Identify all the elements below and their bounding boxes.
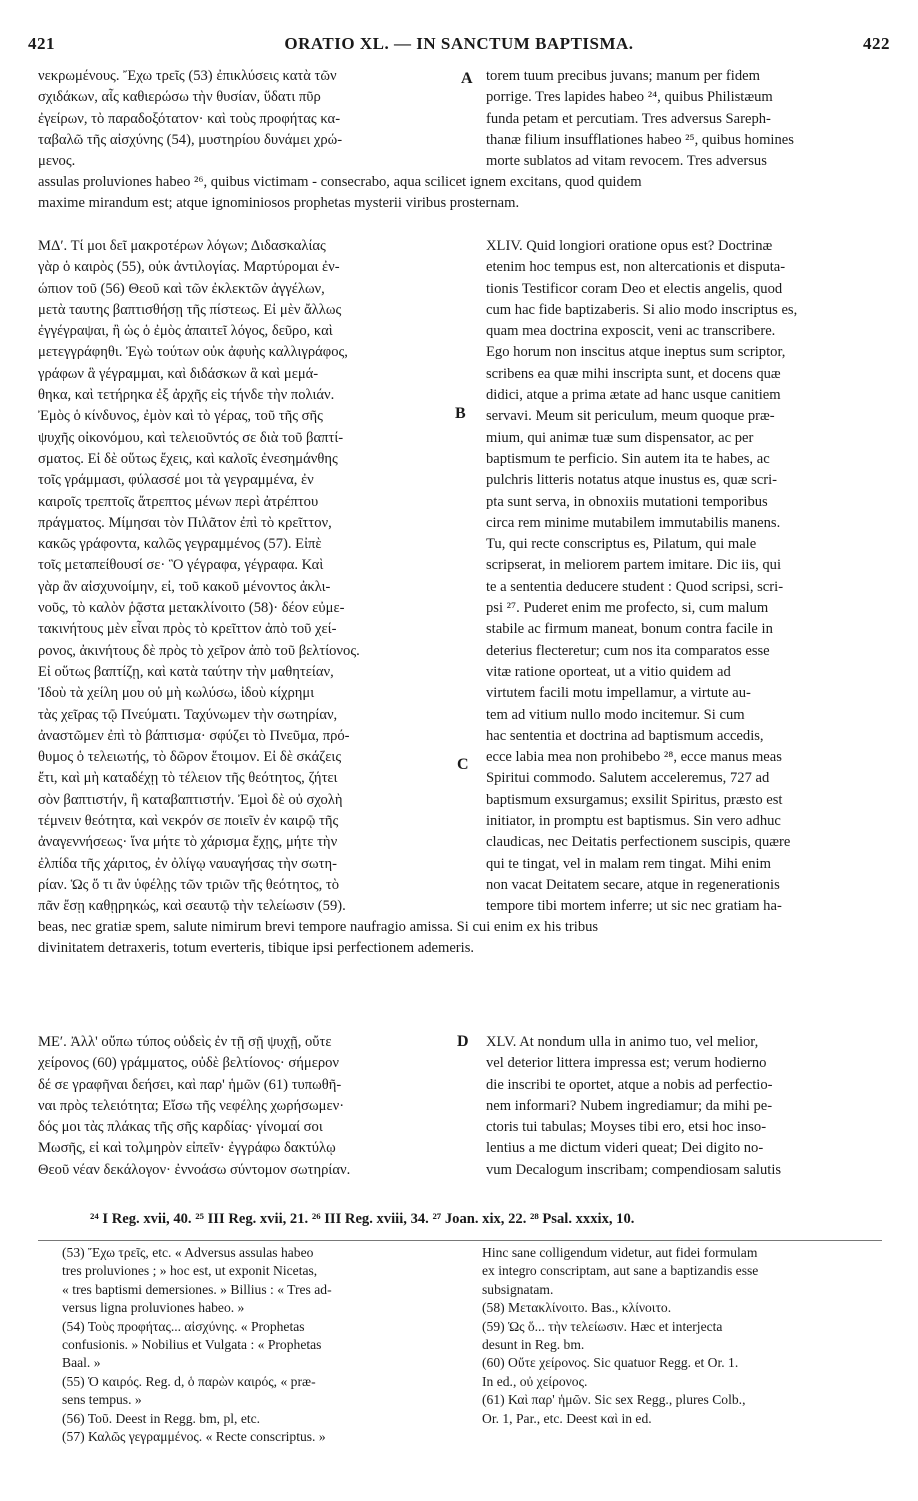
running-header [28,34,890,60]
text-line: μενος. [38,153,76,170]
margin-marker-b: B [455,405,466,422]
page-number-left: 421 [28,34,55,53]
text-line: μετὰ ταυτης βαπτισθήσῃ τῆς πίστεως. Εἰ μὲν ἄλλως [38,301,342,318]
text-line: maxime mirandum est; atque ignominiosos prophetas mysterii viribus prosternam. [38,195,520,212]
text-line: Hinc sane colligendum videtur, aut fidei formulam [482,1245,758,1260]
text-line: die inscribi te oportet, atque a nobis ad perfectio- [486,1076,773,1093]
text-line: ΜΔʹ. Τί μοι δεῖ μακροτέρων λόγων; Διδασκαλίας [38,238,326,254]
text-line: lentius a me dictum videri queat; Dei digito no- [486,1140,764,1157]
text-line: Μωσῆς, εἰ καὶ τολμηρὸν εἰπεῖν· ἐγγράφω δακτύλῳ [38,1140,336,1157]
text-line: (58) Μετακλίνοιτο. Bas., κλίνοιτο. [482,1300,672,1316]
text-line: confusionis. » Nobilius et Vulgata : « Prophetas [62,1337,322,1353]
text-line: morte sublatos ad vitam revocem. Tres adversus [486,153,767,170]
latin-column-bottom [486,1032,882,1181]
text-line: circa rem minime mutabilem immutabilis manens. [486,514,781,531]
text-line: (59) Ὡς ὅ... τὴν τελείωσιν. Hæc et interjecta [482,1318,723,1334]
text-line: initiator, in promptu est baptismus. Sin vero adhuc [486,813,781,830]
text-line: tres proluviones ; » hoc est, ut exponit Nicetas, [62,1263,318,1279]
text-line: ἀναστῶμεν ἐπὶ τὸ βάπτισμα· σφύζει τὸ Πνεῦμα, πρό- [38,727,350,744]
text-line: qui te tingat, vel in malam rem tingat. Mihi enim [486,855,771,872]
text-line: καιροῖς τρεπτοῖς ἄτρεπτος μένων περὶ ἀτρέπτου [38,493,319,510]
text-line: ΜΕʹ. Ἀλλ' οὔπω τύπος οὐδεὶς ἐν τῇ σῇ ψυχῇ, οὔτε [38,1034,332,1050]
text-line: ρονος, ἀκινήτους δὲ πρὸς τὸ χεῖρον ἀπὸ τοῦ βελτίονος. [38,642,360,659]
text-line: (57) Καλῶς γεγραμμένος. « Recte conscriptus. » [62,1429,326,1445]
text-line: Θεοῦ νέαν δεκάλογον· ἐννοάσω σύντομον σωτηρίαν. [38,1161,351,1178]
footnotes-left [62,1244,462,1446]
text-line: Εἰ οὕτως βαπτίζῃ, καὶ κατὰ ταύτην τὴν μαθητείαν, [38,663,334,680]
text-line: sens tempus. » [62,1392,142,1408]
full-width-block-middle [38,917,882,960]
text-line: « tres baptismi demersiones. » Billius : « Tres ad- [62,1281,332,1297]
text-line: (54) Τοὺς προφήτας... αἰσχύνης. « Prophetas [62,1318,305,1334]
text-line: τέμνειν θεότητα, καὶ νεκρόν σε ποιεῖν ἐν καιρῷ τῆς [38,813,339,830]
text-line: virtutem facili motu impellamur, a virtute au- [486,685,751,702]
text-line: psi ²⁷. Puderet enim me profecto, si, cum malum [486,600,769,617]
margin-marker-d: D [457,1033,469,1050]
text-line: Ἐμὸς ὁ κίνδυνος, ἐμὸν καὶ τὸ γέρας, τοῦ τῆς σῆς [38,408,323,425]
text-line: Spiritui commodo. Salutem acceleremus, 727 ad [486,770,770,787]
text-line: (61) Καὶ παρ' ἡμῶν. Sic sex Regg., plures Colb., [482,1392,746,1408]
text-line: porrige. Tres lapides habeo ²⁴, quibus Philistæum [486,89,773,106]
text-line: desunt in Reg. bm. [482,1337,585,1353]
text-line: ρίαν. Ὡς ὅ τι ἂν ὑφέλῃς τῶν τριῶν τῆς θεότητος, τὸ [38,876,340,893]
text-line: σματος. Εἰ δὲ οὕτως ἔχεις, καὶ καλοῖς ἐνεσημάνθης [38,450,338,467]
greek-column-top [38,66,458,172]
text-line: Tu, qui recte conscriptus es, Pilatum, qui male [486,536,757,553]
text-line: stabile ac firmum maneat, bonum contra facile in [486,621,773,638]
text-line: tempore tibi mortem inferre; ut sic nec gratiam ha- [486,898,782,915]
footnotes-right [482,1244,886,1428]
text-line: deterius flecteretur; cum nos ita comparatos esse [486,642,770,659]
text-line: γράφων ἃ γέγραμμαι, καὶ διδάσκων ἃ καὶ μεμά- [38,365,319,382]
text-line: θηκα, καὶ τετήρηκα ἐξ ἀρχῆς εἰς τήνδε τὴν πολιάν. [38,387,335,404]
text-line: ναι πρὸς τελειότητα; Εἴσω τῆς νεφέλης χωρήσωμεν· [38,1097,345,1114]
text-line: funda petam et percutiam. Tres adversus Sareph- [486,110,771,127]
text-line: (55) Ὁ καιρός. Reg. d, ὁ παρὼν καιρός, « præ- [62,1373,316,1389]
page-number-right: 422 [863,34,890,53]
text-line: claudicas, nec Deitatis perfectionem suscipis, quære [486,834,791,851]
text-line: (56) Τοῦ. Deest in Regg. bm, pl, etc. [62,1410,261,1426]
latin-column-middle [486,236,882,918]
text-line: νεκρωμένους. Ἔχω τρεῖς (53) ἐπικλύσεις κατὰ τῶν [38,68,337,84]
text-line: δέ σε γραφῆναι δεήσει, καὶ παρ' ἡμῶν (61) τυπωθῆ- [38,1076,342,1093]
text-line: cum hac fide baptizaberis. Si alio modo inscriptus es, [486,301,798,318]
running-title: ORATIO XL. — IN SANCTUM BAPTISMA. [284,34,634,53]
text-line: ἐλπίδα τῆς χάριτος, ἐν ὀλίγῳ ναυαγήσας τὴν σωτη- [38,855,337,872]
text-line: ctoris tui tabulas; Moyses tibi ero, etsi hoc inso- [486,1119,767,1136]
text-line: mium, qui animæ tuæ sum dispensator, ac per [486,429,754,446]
scripture-references: ²⁴ I Reg. xvii, 40. ²⁵ III Reg. xvii, 21. ²⁶ III Reg. xviii, 34. ²⁷ Joan. xix, 22. ²⁸ Psal. xxxix, 10. [90,1211,635,1227]
text-line: γὰρ ἂν αἰσχυνοίμην, εἰ, τοῦ κακοῦ μένοντος ἀκλι- [38,578,331,595]
greek-column-middle [38,236,458,918]
margin-marker-c: C [457,756,469,773]
text-line: versus ligna proluviones habeo. » [62,1300,245,1316]
text-line: θυμος ὁ τελειωτής, τὸ δῶρον ἕτοιμον. Εἰ δὲ σκάζεις [38,749,342,766]
text-line: τὰς χεῖρας τῷ Πνεύματι. Ταχύνωμεν τὴν σωτηρίαν, [38,706,338,723]
text-line: XLV. At nondum ulla in animo tuo, vel melior, [486,1034,759,1050]
text-line: In ed., οὐ χείρονος. [482,1373,588,1389]
text-line: Ἰδοὺ τὰ χείλη μου οὐ μὴ κωλύσω, ἰδοὺ κίχρημι [38,685,315,702]
text-line: baptismum te perficio. Sin autem ita te habes, ac [486,450,770,467]
text-line: χείρονος (60) γράμματος, οὐδὲ βελτίονος· σήμερον [38,1055,340,1072]
text-line: hac sententia et doctrina ad baptismum accedis, [486,727,764,744]
text-line: ἐγγέγραψαι, ἢ ὡς ὁ ἐμὸς ἀπαιτεῖ λόγος, δεῦρο, καὶ [38,323,333,340]
text-line: nem informari? Nubem ingrediamur; da mihi pe- [486,1097,773,1114]
text-line: ecce labia mea non prohibebo ²⁸, ecce manus meas [486,749,782,766]
text-line: non vacat Deitatem secare, atque in regenerationis [486,876,780,893]
text-line: vitæ ratione oporteat, ut a vitio quidem ad [486,663,731,680]
text-line: τοῖς μεταπείθουσί σε· Ὃ γέγραφα, γέγραφα. Καὶ [38,557,324,574]
text-line: ταβαλῶ τῆς αἰσχύνης (54), μυστηρίου δυνάμει χρώ- [38,131,343,148]
text-line: subsignatam. [482,1281,554,1297]
text-line: γὰρ ὁ καιρὸς (55), οὐκ ἀντιλογίας. Μαρτύρομαι ἐν- [38,259,340,276]
text-line: Or. 1, Par., etc. Deest καὶ in ed. [482,1410,652,1426]
footnote-divider [38,1240,882,1241]
text-line: vum Decalogum inscribam; compendiosam salutis [486,1161,782,1178]
text-line: ἔτι, καὶ μὴ καταδέχῃ τὸ τέλειον τῆς θεότητος, ζήτει [38,770,338,787]
text-line: νοῦς, τὸ καλὸν ῥᾷστα μετακλίνοιτο (58)· δέον εὐμε- [38,600,345,617]
text-line: ex integro conscriptam, aut sane a baptizandis esse [482,1263,759,1279]
text-line: ώπιον τοῦ (56) Θεοῦ καὶ τῶν ἐκλεκτῶν ἀγγέλων, [38,280,325,297]
latin-column-top [486,66,882,172]
text-line: didici, atque a prima ætate ad hanc usque canitiem [486,387,781,404]
text-line: μετεγγράφηθι. Ἐγὼ τούτων οὐκ ἀφυὴς καλλιγράφος, [38,344,348,361]
margin-marker-a: A [461,70,473,87]
text-line: tionis Testificor coram Deo et electis angelis, quod [486,280,783,297]
greek-column-bottom [38,1032,458,1181]
text-line: κακῶς γράφοντα, καλῶς γεγραμμένος (57). Εἰπὲ [38,536,322,553]
text-line: Baal. » [62,1355,101,1371]
text-line: te a sententia deducere student : Quod scripsi, scri- [486,578,784,595]
text-line: pta sunt serva, in obnoxiis mutationi temporibus [486,493,768,510]
text-line: πράγματος. Μίμησαι τὸν Πιλᾶτον ἐπὶ τὸ κρεῖττον, [38,514,332,531]
text-line: δός μοι τὰς πλάκας τῆς σῆς καρδίας· γίνομαί σοι [38,1119,323,1136]
text-line: (60) Οὔτε χείρονος. Sic quatuor Regg. et Or. 1. [482,1355,739,1371]
text-line: beas, nec gratiæ spem, salute nimirum brevi tempore naufragio amissa. Si cui enim ex his tribus [38,919,599,935]
text-line: (53) Ἔχω τρεῖς, etc. « Adversus assulas habeo [62,1245,314,1260]
full-width-block-top [38,172,882,215]
text-line: pulchris litteris notatus atque inustus es, quæ scri- [486,472,778,489]
text-line: quam mea doctrina exposcit, veni ac transcribere. [486,323,776,340]
text-line: πᾶν ἔσῃ καθῃρηκώς, καὶ σεαυτῷ τὴν τελείωσιν (59). [38,898,346,915]
text-line: torem tuum precibus juvans; manum per fidem [486,68,760,84]
text-line: servavi. Meum sit periculum, meum quoque præ- [486,408,775,425]
text-line: ἐγείρων, τὸ παραδοξότατον· καὶ τοὺς προφήτας κα- [38,110,341,127]
text-line: scripserat, in meliorem partem imitare. Dic iis, qui [486,557,782,574]
text-line: σχιδάκων, αἷς καθιερώσω τὴν θυσίαν, ὕδατι πῦρ [38,89,321,106]
text-line: tem ad vitium nullo modo incitemur. Si cum [486,706,745,723]
text-line: τοῖς γράμμασι, φύλασσέ μοι τὰ γεγραμμένα, ἐν [38,472,314,489]
text-line: σὸν βαπτιστήν, ἢ καταβαπτιστήν. Ἐμοὶ δὲ οὐ σχολὴ [38,791,343,808]
text-line: vel deterior littera impressa est; verum hodierno [486,1055,767,1072]
text-line: divinitatem detraxeris, totum everteris, tibique ipsi perfectionem ademeris. [38,940,475,957]
text-line: XLIV. Quid longiori oratione opus est? Doctrinæ [486,238,773,254]
text-line: assulas proluviones habeo ²⁶, quibus victimam - consecrabo, aqua scilicet ignem excitans, quod quidem [38,174,642,190]
text-line: ἀναγεννήσεως· ἵνα μήτε τὸ χάρισμα ἔχῃς, μήτε τὴν [38,834,338,851]
text-line: Ego horum non inscitus atque ineptus sum scriptor, [486,344,786,361]
text-line: thanæ filium insufflationes habeo ²⁵, quibus homines [486,131,794,148]
text-line: τακινήτους μὲν εἶναι πρὸς τὸ κρεῖττον ἀπὸ τοῦ χεί- [38,621,337,638]
text-line: etenim hoc tempus est, non altercationis et disputa- [486,259,786,276]
text-line: scribens ea quæ mihi inscripta sunt, et docens quæ [486,365,781,382]
text-line: ψυχῆς οἰκονόμου, καὶ τελειοῦντός σε διὰ τοῦ βαπτί- [38,429,344,446]
text-line: baptismum exsurgamus; exsilit Spiritus, præsto est [486,791,783,808]
